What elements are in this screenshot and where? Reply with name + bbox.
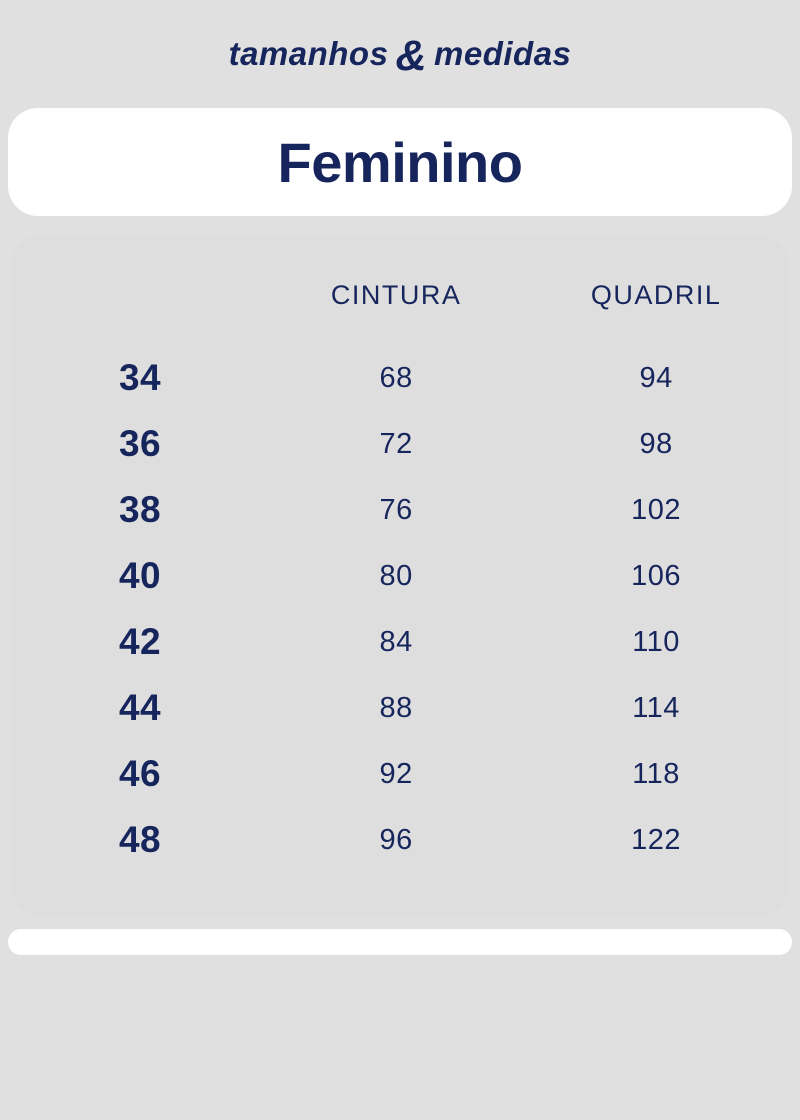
table-row: [12, 477, 788, 543]
cell-size: 36: [118, 423, 162, 464]
table-row: [12, 807, 788, 873]
column-header-size: [12, 266, 268, 345]
table-row: [12, 411, 788, 477]
title-card: [8, 108, 792, 216]
size-table-head: [12, 266, 788, 345]
cell-waist: 68: [379, 361, 413, 394]
cell-waist: 80: [379, 559, 413, 592]
cell-hip: 94: [639, 361, 673, 394]
page-title: Feminino: [277, 130, 523, 194]
cell-hip: 98: [639, 427, 673, 460]
cell-size: 40: [118, 555, 162, 596]
cell-size: 42: [118, 621, 162, 662]
size-table: [12, 266, 788, 873]
cell-size: 46: [118, 753, 162, 794]
cell-hip: 102: [631, 493, 682, 526]
cell-hip: 106: [631, 559, 682, 592]
cell-waist: 88: [379, 691, 413, 724]
table-row: [12, 675, 788, 741]
cell-size: 44: [118, 687, 162, 728]
spacer: [0, 216, 800, 236]
size-table-card: [12, 236, 788, 915]
cell-hip: 110: [632, 625, 680, 658]
column-header-waist: CINTURA: [330, 280, 462, 310]
cell-hip: 114: [632, 691, 680, 724]
cell-size: 48: [118, 819, 162, 860]
table-row: [12, 543, 788, 609]
cell-waist: 84: [379, 625, 413, 658]
header-ampersand: &: [395, 31, 428, 80]
cell-size: 38: [118, 489, 162, 530]
cell-hip: 122: [631, 823, 682, 856]
table-row: [12, 345, 788, 411]
footer-area: [0, 955, 800, 1015]
cell-waist: 92: [379, 757, 413, 790]
cell-waist: 96: [379, 823, 413, 856]
cell-hip: 118: [632, 757, 680, 790]
table-row: [12, 741, 788, 807]
cell-waist: 76: [379, 493, 413, 526]
header-title-right: medidas: [434, 35, 572, 72]
table-row: [12, 609, 788, 675]
cell-size: 34: [118, 357, 162, 398]
size-table-body: [12, 345, 788, 873]
cell-waist: 72: [379, 427, 413, 460]
header-title-left: tamanhos: [228, 35, 389, 72]
column-header-hip: QUADRIL: [590, 280, 722, 310]
header-title: [228, 31, 572, 80]
header: [0, 0, 800, 108]
table-header-row: [12, 266, 788, 345]
footer-divider: [8, 929, 792, 955]
